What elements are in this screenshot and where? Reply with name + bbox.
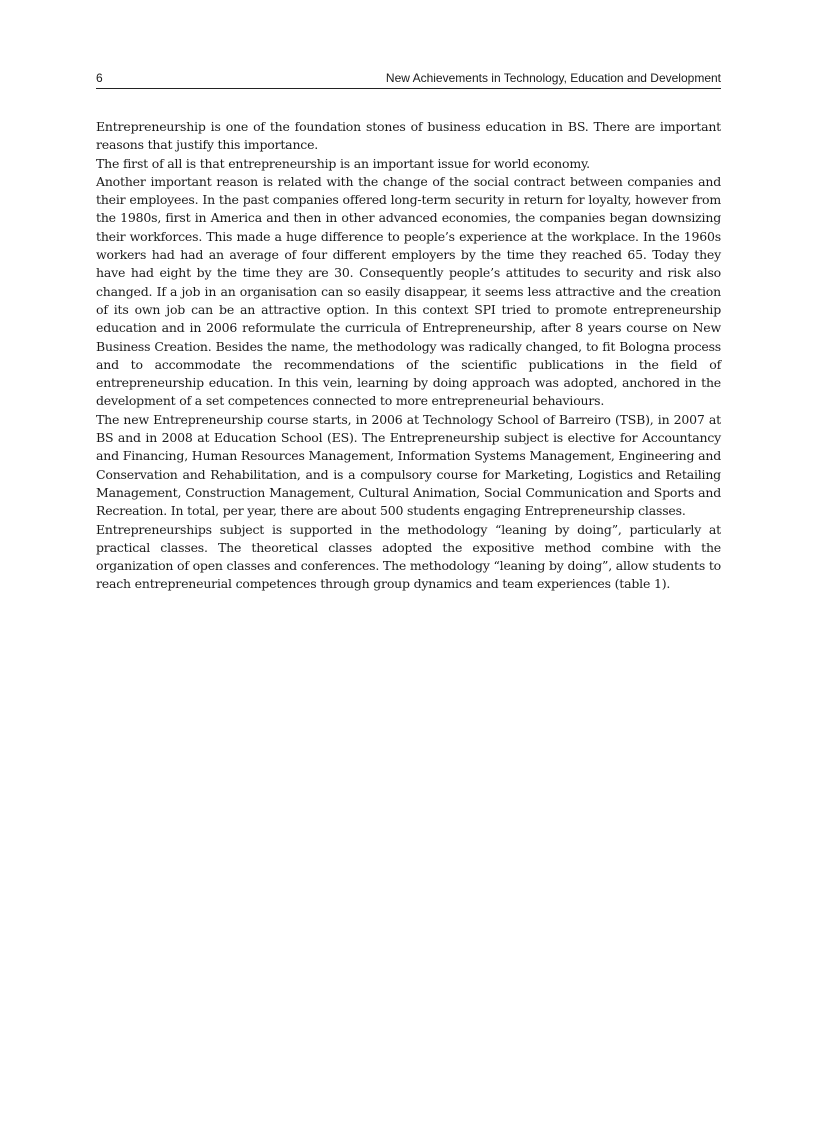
paragraph: Entrepreneurship is one of the foundation stones of business education in BS. There are important reasons that justify this importance. bbox=[96, 119, 721, 153]
paragraph: The new Entrepreneurship course starts, in 2006 at Technology School of Barreiro (TSB), in 2007 at BS and in 2008 at Education School (ES). The Entrepreneurship subject is elective for Accountancy and Financing, Human Resources Management, Information Systems Management, Engineering and Conservation and Rehabilitation, and is a compulsory course for Marketing, Logistics and Retailing Management, Construction Management, Cultural Animation, Social Communication and Sports and Recreation. In total, per year, there are about 500 students engaging Entrepreneurship classes. bbox=[96, 411, 721, 519]
paragraph: The first of all is that entrepreneurship is an important issue for world economy. bbox=[96, 155, 590, 171]
body-text bbox=[96, 118, 721, 594]
paragraph: Entrepreneurships subject is supported in the methodology “leaning by doing”, particularly at practical classes. The theoretical classes adopted the expositive method combine with the organization of open classes and conferences. The methodology “leaning by doing”, allow students to reach entrepreneurial competences through group dynamics and team experiences (table 1). bbox=[96, 521, 721, 592]
book-title: New Achievements in Technology, Education and Development bbox=[385, 71, 721, 85]
page-number: 6 bbox=[96, 71, 103, 85]
running-header bbox=[96, 70, 721, 89]
paragraph: Another important reason is related with the change of the social contract between companies and their employees. In the past companies offered long-term security in return for loyalty, however from the 1980s, first in America and then in other advanced economies, the companies began downsizing their workforces. This made a huge difference to people’s experience at the workplace. In the 1960s workers had had an average of four different employers by the time they reached 65. Today they have had eight by the time they are 30. Consequently people’s attitudes to security and risk also changed. If a job in an organisation can so easily disappear, it seems less attractive and the creation of its own job can be an attractive option. In this context SPI tried to promote entrepreneurship education and in 2006 reformulate the curricula of Entrepreneurship, after 8 years course on New Business Creation. Besides the name, the methodology was radically changed, to fit Bologna process and to accommodate the recommendations of the scientific publications in the field of entrepreneurship education. In this vein, learning by doing approach was adopted, anchored in the development of a set competences connected to more entrepreneurial behaviours. bbox=[96, 173, 721, 409]
